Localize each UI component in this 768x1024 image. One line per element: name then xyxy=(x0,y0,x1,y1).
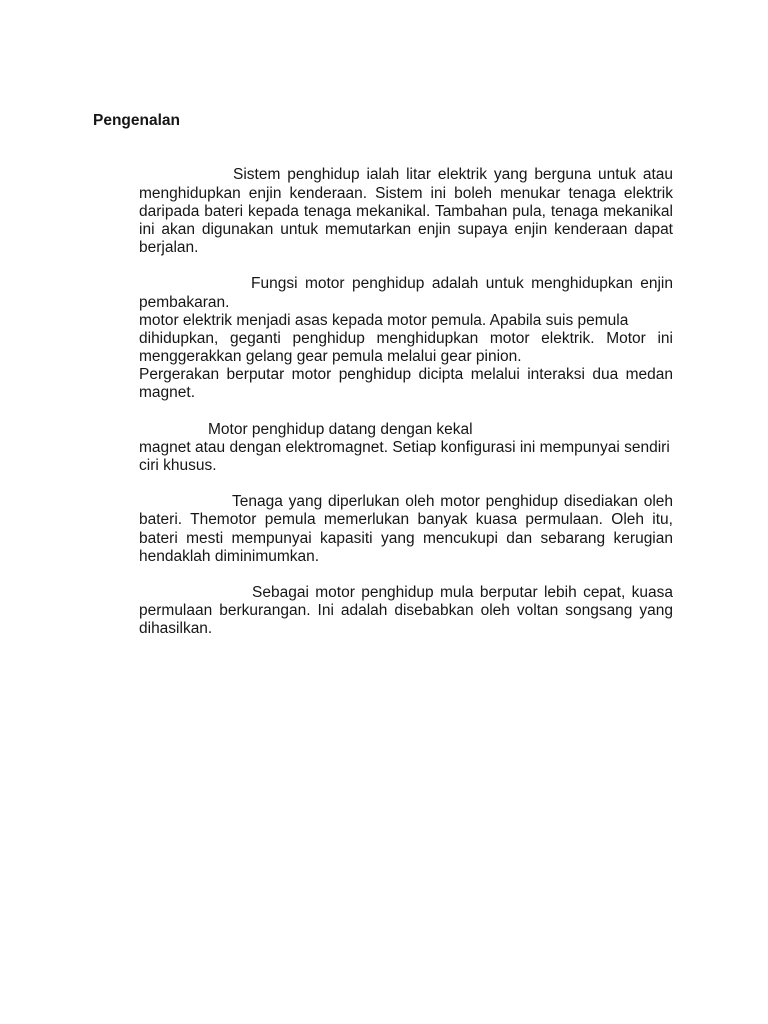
paragraph-line: permulaan berkurangan. Ini adalah disebabkan oleh voltan songsang yang xyxy=(139,602,673,620)
paragraph-line: magnet atau dengan elektromagnet. Setiap konfigurasi ini mempunyai sendiri xyxy=(139,438,670,456)
paragraph-line: daripada bateri kepada tenaga mekanikal. Tambahan pula, tenaga mekanikal xyxy=(139,202,673,220)
paragraph-line: dihidupkan, geganti penghidup menghidupkan motor elektrik. Motor ini xyxy=(139,329,673,347)
paragraph-line: Sistem penghidup ialah litar elektrik yang berguna untuk atau xyxy=(233,166,673,184)
paragraph-3 xyxy=(139,421,673,475)
paragraph-line: motor elektrik menjadi asas kepada motor pemula. Apabila suis pemula xyxy=(139,311,629,329)
paragraph-line: menghidupkan enjin kenderaan. Sistem ini boleh menukar tenaga elektrik xyxy=(139,184,673,202)
paragraph-line: dihasilkan. xyxy=(139,620,213,638)
paragraph-line: Fungsi motor penghidup adalah untuk menghidupkan enjin xyxy=(251,275,673,293)
paragraph-line: magnet. xyxy=(139,384,196,402)
document-body xyxy=(93,112,673,639)
paragraph-line: ciri khusus. xyxy=(139,456,217,474)
paragraph-4 xyxy=(139,493,673,566)
paragraph-line: Sebagai motor penghidup mula berputar lebih cepat, kuasa xyxy=(252,584,673,602)
paragraph-line: menggerakkan gelang gear pemula melalui gear pinion. xyxy=(139,348,522,366)
paragraph-line: Motor penghidup datang dengan kekal xyxy=(208,420,473,438)
paragraph-5 xyxy=(139,584,673,638)
paragraph-line: bateri mesti mempunyai kapasiti yang mencukupi dan sebarang kerugian xyxy=(139,529,673,547)
paragraph-line: Pergerakan berputar motor penghidup dicipta melalui interaksi dua medan xyxy=(139,366,673,384)
paragraph-2 xyxy=(139,275,673,402)
paragraph-line: Tenaga yang diperlukan oleh motor penghidup disediakan oleh xyxy=(232,493,673,511)
section-heading: Pengenalan xyxy=(93,112,180,129)
paragraph-line: hendaklah diminimumkan. xyxy=(139,547,320,565)
paragraph-line: ini akan digunakan untuk memutarkan enjin supaya enjin kenderaan dapat xyxy=(139,220,673,238)
paragraph-line: pembakaran. xyxy=(139,293,230,311)
paragraph-1 xyxy=(139,166,673,257)
paragraph-line: berjalan. xyxy=(139,239,199,257)
paragraph-line: bateri. Themotor pemula memerlukan banyak kuasa permulaan. Oleh itu, xyxy=(139,511,673,529)
